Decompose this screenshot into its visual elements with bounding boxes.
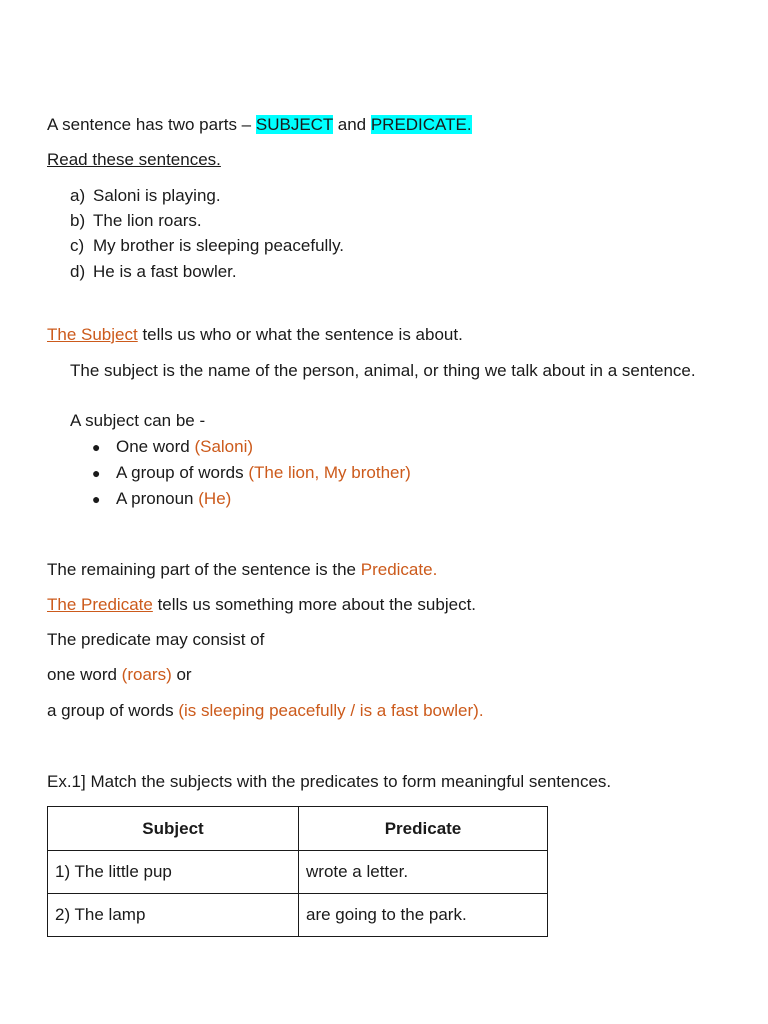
bullet-text: One word (116, 437, 195, 456)
predicate-consist: The predicate may consist of (47, 630, 265, 649)
subject-can-be: A subject can be - (70, 411, 206, 430)
header-subject: Subject (48, 807, 299, 851)
bullet-text: A group of words (116, 463, 249, 482)
example-item (70, 235, 344, 257)
example-marker: a) (70, 186, 86, 205)
subject-bullet (92, 462, 411, 484)
example-item (70, 185, 221, 207)
example-text: He is a fast bowler. (93, 262, 237, 281)
exercise-instruction: Ex.1] Match the subjects with the predicates to form meaningful sentences. (47, 772, 612, 791)
table-row (48, 851, 548, 894)
remaining-word: Predicate. (360, 560, 438, 579)
bullet-example: (The lion, My brother) (248, 463, 411, 482)
one-word-example: (roars) (121, 665, 172, 684)
predicate-definition: tells us something more about the subject. (152, 595, 477, 614)
subject-cell: 1) The little pup (48, 851, 299, 894)
predicate-highlight: PREDICATE. (370, 115, 472, 134)
predicate-term: The Predicate (47, 595, 153, 614)
example-item (70, 210, 202, 232)
subject-term: The Subject (47, 325, 138, 344)
subject-definition-line (47, 324, 463, 346)
example-marker: c) (70, 236, 85, 255)
example-item (70, 261, 237, 283)
subject-cell: 2) The lamp (48, 894, 299, 937)
remaining-prefix: The remaining part of the sentence is the (47, 560, 361, 579)
group-prefix: a group of words (47, 701, 179, 720)
example-text: Saloni is playing. (93, 186, 221, 205)
intro-line (47, 114, 472, 136)
group-line (47, 700, 484, 722)
bullet-icon: ● (92, 465, 101, 481)
table-header-row (48, 807, 548, 851)
example-marker: b) (70, 211, 86, 230)
subject-explanation: The subject is the name of the person, animal, or thing we talk about in a sentence. (70, 361, 696, 380)
bullet-example: (He) (198, 489, 232, 508)
bullet-icon: ● (92, 439, 101, 455)
one-word-line (47, 664, 192, 686)
intro-prefix: A sentence has two parts – (47, 115, 256, 134)
subject-bullet (92, 436, 253, 458)
remaining-line (47, 559, 437, 581)
example-marker: d) (70, 262, 86, 281)
intro-and: and (333, 115, 371, 134)
example-text: The lion roars. (93, 211, 202, 230)
bullet-text: A pronoun (116, 489, 199, 508)
group-example: (is sleeping peacefully / is a fast bowler). (178, 701, 484, 720)
table-row (48, 894, 548, 937)
header-predicate: Predicate (299, 807, 548, 851)
bullet-icon: ● (92, 491, 101, 507)
one-word-prefix: one word (47, 665, 122, 684)
read-heading: Read these sentences. (47, 150, 221, 169)
subject-highlight: SUBJECT (255, 115, 334, 134)
subject-bullet (92, 488, 231, 510)
one-word-suffix: or (171, 665, 192, 684)
bullet-example: (Saloni) (194, 437, 254, 456)
predicate-cell: wrote a letter. (299, 851, 548, 894)
predicate-definition-line (47, 594, 476, 616)
example-text: My brother is sleeping peacefully. (93, 236, 345, 255)
subject-definition: tells us who or what the sentence is about. (137, 325, 463, 344)
exercise-table (47, 806, 548, 937)
predicate-cell: are going to the park. (299, 894, 548, 937)
